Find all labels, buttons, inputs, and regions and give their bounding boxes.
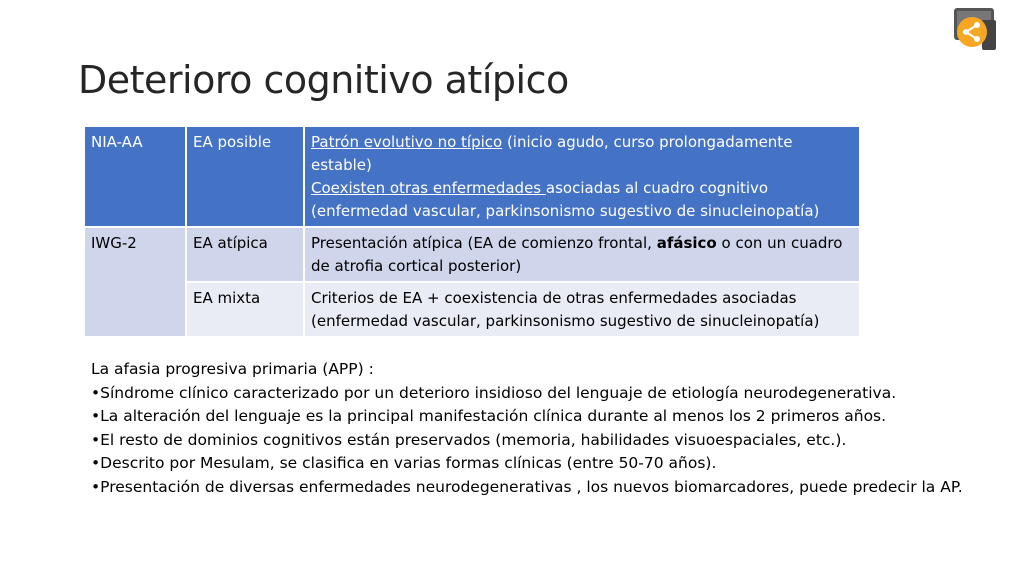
table-cell: [305, 127, 859, 226]
cell-text: Presentación atípica (EA de comienzo frontal,: [311, 234, 657, 252]
body-text-block: [91, 358, 963, 499]
share-circle: [957, 17, 987, 47]
underlined-text: Patrón evolutivo no típico: [311, 133, 503, 151]
bullet-item: •Síndrome clínico caracterizado por un deterioro insidioso del lenguaje de etiología neurodegenerativa.: [91, 383, 897, 402]
table-cell: EA atípica: [187, 228, 303, 281]
intro-text: La afasia progresiva primaria (APP) :: [91, 360, 374, 378]
table-row: [85, 127, 859, 226]
bullet-item: •La alteración del lenguaje es la principal manifestación clínica durante al menos los 2 primeros años.: [91, 407, 887, 425]
share-icon[interactable]: [948, 4, 1000, 56]
slide-title: Deterioro cognitivo atípico: [78, 58, 569, 102]
criteria-table: [83, 125, 861, 338]
bold-text: afásico: [656, 234, 717, 252]
table-cell: [305, 228, 859, 281]
bullet-item: •Descrito por Mesulam, se clasifica en varias formas clínicas (entre 50-70 años).: [91, 454, 717, 472]
table-cell: Criterios de EA + coexistencia de otras enfermedades asociadas (enfermedad vascular, parkinsonismo sugestivo de sinucleinopatía): [305, 283, 859, 336]
bullet-item: •El resto de dominios cognitivos están preservados (memoria, habilidades visuoespaciales, etc.).: [91, 430, 847, 449]
underlined-text: Coexisten otras enfermedades: [311, 179, 546, 197]
cell-text: asociadas al cuadro cognitivo (enfermedad vascular, parkinsonismo sugestivo de sinucleinopatía): [311, 179, 820, 220]
cell-text: o con un cuadro de atrofia cortical posterior): [311, 234, 843, 275]
bullet-item: •Presentación de diversas enfermedades neurodegenerativas , los nuevos biomarcadores, puede predecir la AP.: [91, 477, 963, 496]
cell-text: (inicio agudo, curso prolongadamente estable): [311, 133, 793, 174]
table-row: [85, 228, 859, 281]
table-row: [85, 283, 859, 336]
table-cell: IWG-2: [85, 228, 185, 336]
table-cell: EA mixta: [187, 283, 303, 336]
table-cell: EA posible: [187, 127, 303, 226]
table-cell: NIA-AA: [85, 127, 185, 226]
